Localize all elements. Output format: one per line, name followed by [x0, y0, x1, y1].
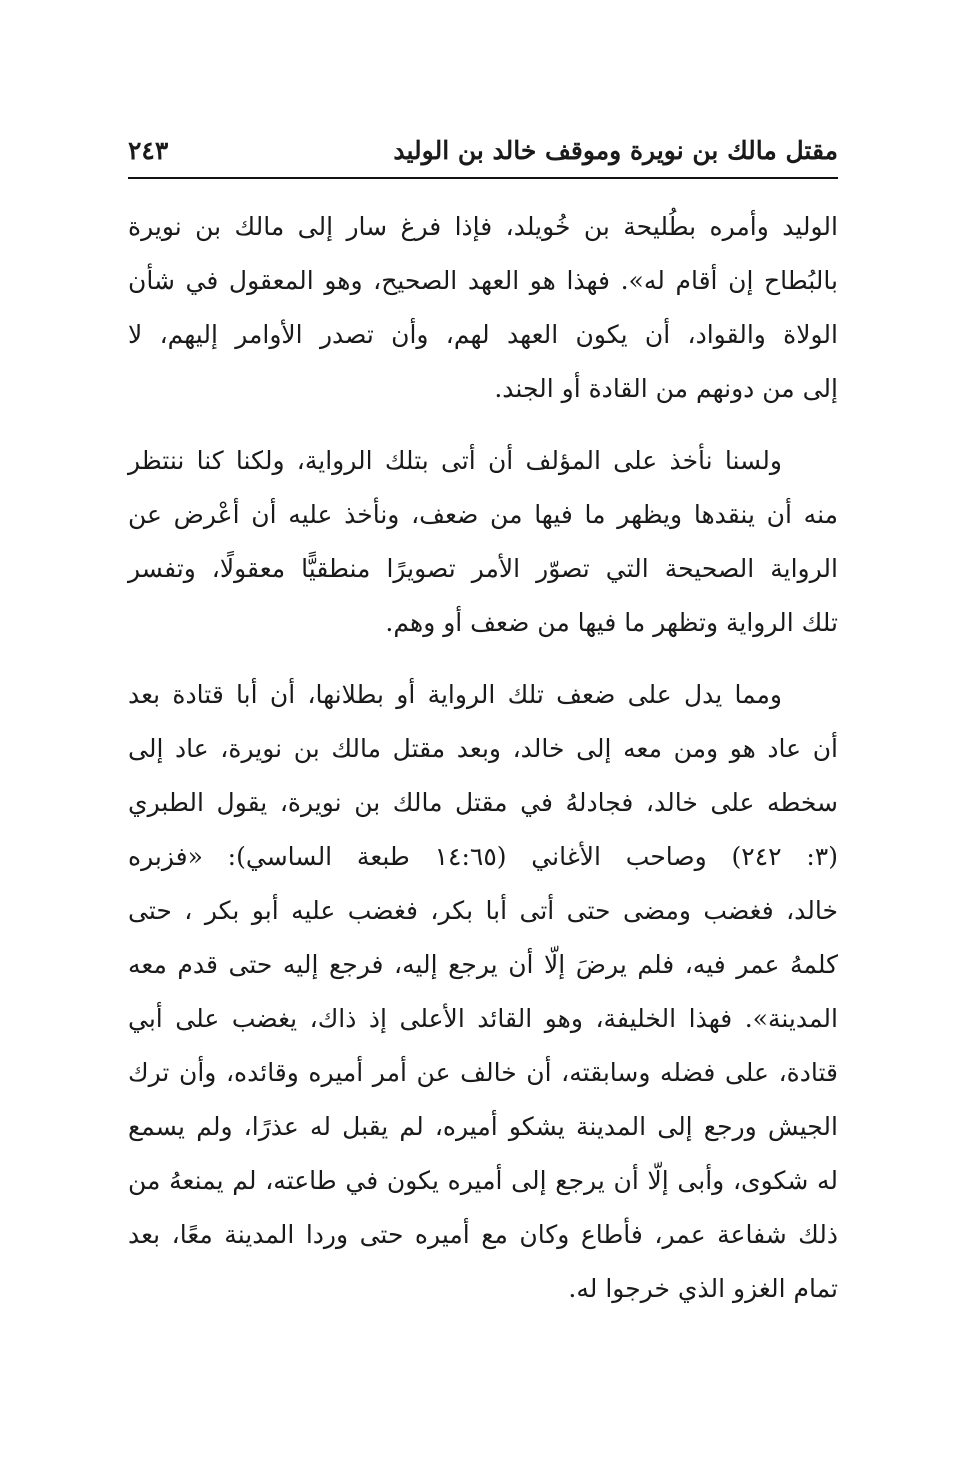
text-line: ومما يدل على ضعف تلك الرواية أو بطلانها، أن أبا قتادة بعد: [128, 680, 782, 709]
text-line: إلى من دونهم من القادة أو الجند.: [494, 374, 838, 403]
paragraph-1: [128, 200, 838, 416]
text-line: منه أن ينقدها ويظهر ما فيها من ضعف، ونأخذ عليه أن أعْرض عن: [128, 500, 838, 529]
text-line: المدينة». فهذا الخليفة، وهو القائد الأعلى إذ ذاك، يغضب على أبي: [128, 1004, 838, 1033]
text-line: الجيش ورجع إلى المدينة يشكو أميره، لم يقبل له عذرًا، ولم يسمع: [128, 1112, 838, 1141]
text-line: ولسنا نأخذ على المؤلف أن أتى بتلك الرواية، ولكنا كنا ننتظر: [128, 446, 782, 475]
running-header: [128, 128, 838, 176]
text-line: له شكوى، وأبى إلّا أن يرجع إلى أميره يكون في طاعته، لم يمنعهُ من: [128, 1166, 838, 1195]
text-line: ذلك شفاعة عمر، فأطاع وكان مع أميره حتى وردا المدينة معًا، بعد: [128, 1220, 838, 1249]
text-line: أن عاد هو ومن معه إلى خالد، وبعد مقتل مالك بن نويرة، عاد إلى: [128, 734, 838, 763]
text-line: الوليد وأمره بطُليحة بن خُويلد، فإذا فرغ سار إلى مالك بن نويرة: [128, 212, 838, 241]
text-line: قتادة، على فضله وسابقته، أن خالف عن أمر أميره وقائده، وأن ترك: [128, 1058, 838, 1087]
text-line: تلك الرواية وتظهر ما فيها من ضعف أو وهم.: [385, 608, 838, 637]
paragraph-3: [128, 668, 838, 1316]
page-number: ٢٤٣: [128, 136, 169, 165]
text-line: الرواية الصحيحة التي تصوّر الأمر تصويرًا منطقيًّا معقولًا، وتفسر: [128, 554, 838, 583]
text-line: تمام الغزو الذي خرجوا له.: [568, 1274, 838, 1303]
header-divider: [128, 177, 838, 179]
text-line: الولاة والقواد، أن يكون العهد لهم، وأن تصدر الأوامر إليهم، لا: [128, 320, 838, 349]
text-line: كلمهُ عمر فيه، فلم يرضَ إلّا أن يرجع إليه، فرجع إليه حتى قدم معه: [128, 950, 839, 979]
chapter-title: مقتل مالك بن نويرة وموقف خالد بن الوليد: [393, 136, 838, 165]
text-line: (٣: ٢٤٢) وصاحب الأغاني (١٤:٦٥ طبعة الساسي): «فزبره: [128, 842, 838, 871]
body-text: [128, 200, 838, 1334]
text-line: سخطه على خالد، فجادلهُ في مقتل مالك بن نويرة، يقول الطبري: [128, 788, 838, 817]
paragraph-2: [128, 434, 838, 650]
text-line: خالد، فغضب ومضى حتى أتى أبا بكر، فغضب عليه أبو بكر ، حتى: [128, 896, 838, 925]
text-line: بالبُطاح إن أقام له». فهذا هو العهد الصحيح، وهو المعقول في شأن: [128, 266, 838, 295]
